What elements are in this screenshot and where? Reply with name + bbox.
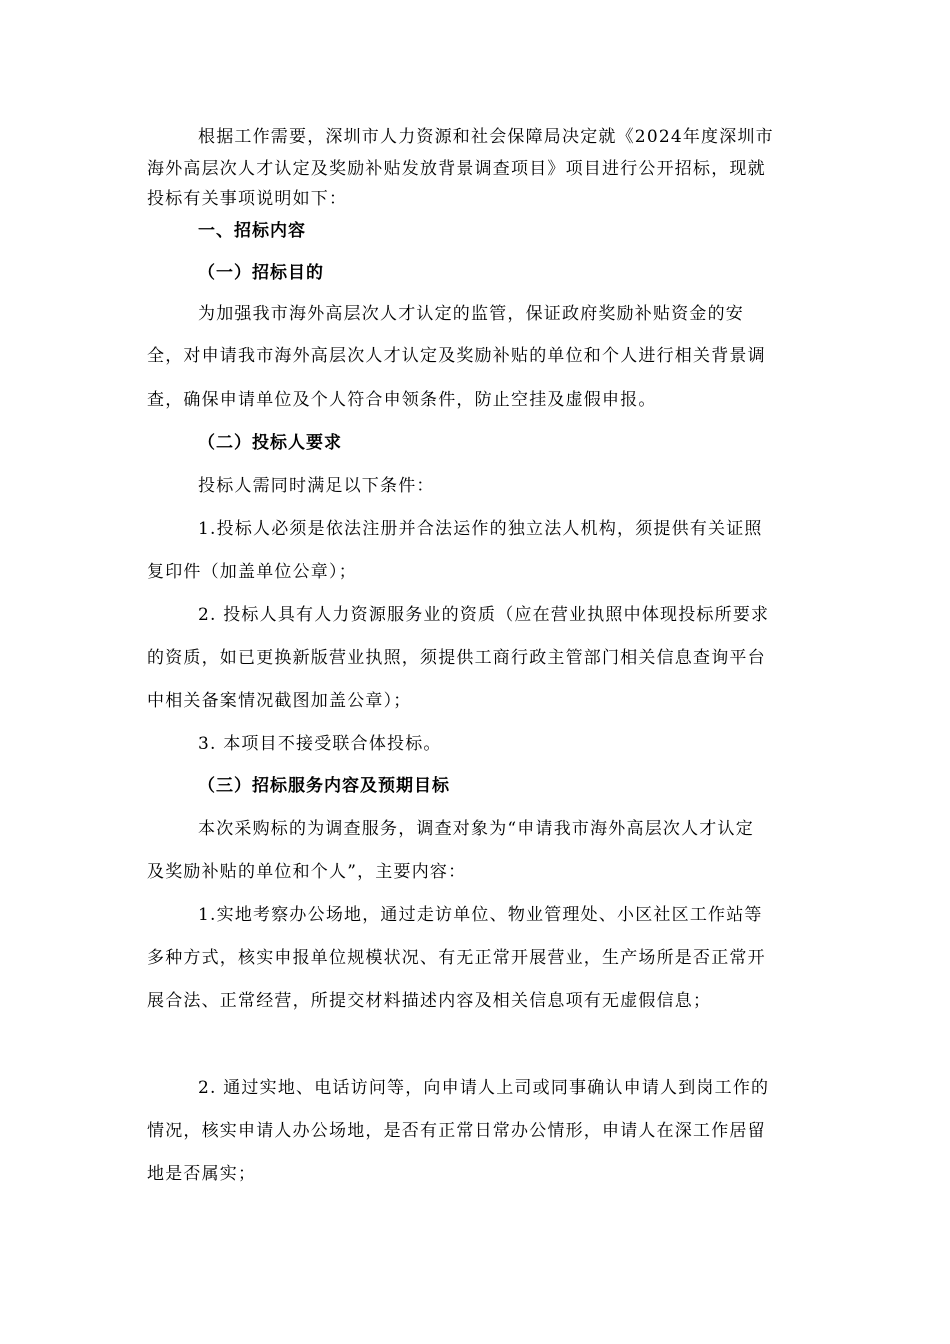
intro-line-3: 投标有关事项说明如下：: [147, 189, 348, 209]
list-item-line: 中相关备案情况截图加盖公章）；: [147, 691, 412, 711]
list-item-line: 3. 本项目不接受联合体投标。: [198, 734, 442, 754]
paragraph-line: 查，确保申请单位及个人符合申领条件，防止空挂及虚假申报。: [147, 390, 657, 410]
paragraph-line: 为加强我市海外高层次人才认定的监管，保证政府奖励补贴资金的安: [198, 304, 744, 324]
list-item-line: 2. 通过实地、电话访问等，向申请人上司或同事确认申请人到岗工作的: [198, 1078, 770, 1098]
paragraph-line: 本次采购标的为调查服务，调查对象为“申请我市海外高层次人才认定: [198, 819, 754, 839]
subsection-heading: （一）招标目的: [198, 263, 324, 283]
list-item-line: 复印件（加盖单位公章）；: [147, 562, 357, 582]
list-item-line: 地是否属实；: [147, 1164, 257, 1184]
list-item-line: 1.实地考察办公场地，通过走访单位、物业管理处、小区社区工作站等: [198, 905, 763, 925]
list-item-line: 1.投标人必须是依法注册并合法运作的独立法人机构，须提供有关证照: [198, 519, 763, 539]
section-heading: 一、招标内容: [198, 221, 306, 241]
paragraph-line: 投标人需同时满足以下条件：: [198, 476, 435, 496]
subsection-heading: （二）投标人要求: [198, 433, 342, 453]
paragraph-line: 全，对申请我市海外高层次人才认定及奖励补贴的单位和个人进行相关背景调: [147, 346, 766, 366]
list-item-line: 展合法、正常经营，所提交材料描述内容及相关信息项有无虚假信息；: [147, 991, 712, 1011]
list-item-line: 情况，核实申请人办公场地，是否有正常日常办公情形，申请人在深工作居留: [147, 1121, 766, 1141]
list-item-line: 2. 投标人具有人力资源服务业的资质（应在营业执照中体现投标所要求: [198, 605, 770, 625]
subsection-heading: （三）招标服务内容及预期目标: [198, 776, 450, 796]
intro-line-1: 根据工作需要，深圳市人力资源和社会保障局决定就《2024年度深圳市: [198, 127, 774, 147]
intro-line-2: 海外高层次人才认定及奖励补贴发放背景调查项目》项目进行公开招标，现就: [147, 159, 766, 179]
list-item-line: 的资质，如已更换新版营业执照，须提供工商行政主管部门相关信息查询平台: [147, 648, 766, 668]
list-item-line: 多种方式，核实申报单位规模状况、有无正常开展营业，生产场所是否正常开: [147, 948, 766, 968]
paragraph-line: 及奖励补贴的单位和个人”，主要内容：: [147, 862, 467, 882]
